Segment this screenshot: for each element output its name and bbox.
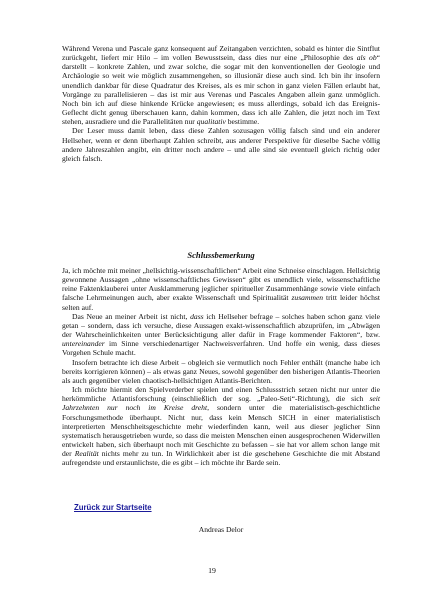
section-heading: Schlussbemerkung: [187, 250, 255, 260]
intro-text-block: [62, 44, 380, 163]
paragraph-spielverderber: Ich möchte hiermit den Spielverderber spielen und einen Schlussstrich setzen nicht nur unter die herkömmliche Atlantisforschung (einschließlich der sog. „Paleo-Seti“-Richtung), die sich seit Jahrzehnten nur noch im Kreise dreht, sondern unter die materialistisch-geschichtliche Forschungsmethode überhaupt. Nicht nur, dass kein Mensch SICH in einer materialistisch interpretierten Menschheitsgeschichte mehr wiederfinden kann, weil aus dieser jeglicher Sinn systematisch herausgetrieben wurde, so dass die meisten Menschen einen ausgesprochenen Widerwillen entwickelt haben, sich überhaupt noch mit Geschichte zu befassen – sie hat vor allem schon lange mit der Realität nichts mehr zu tun. In Wirklichkeit aber ist die geschehene Geschichte die mit Abstand aufregendste und erstaunlichste, die es gibt – ich möchte ihr Barde sein.: [62, 385, 380, 468]
author-signature: Andreas Delor: [198, 525, 244, 534]
conclusion-text-block: [62, 266, 380, 467]
page-number: 19: [208, 566, 216, 575]
paragraph-neue-arbeit: Das Neue an meiner Arbeit ist nicht, dass ich Hellseher befrage – solches haben schon ganz viele getan – sondern, dass ich versuche, diese Aussagen exakt-wissenschaftlich abzuprüfen, im „Abwägen der Wahrscheinlichkeiten unter Berücksichtigung aller dafür in Frage kommender Faktoren“, bzw. untereinander im Sinne verschiedenartiger Nachweisverfahren. Und hoffe ein wenig, dass dieses Vorgehen Schule macht.: [62, 311, 380, 358]
paragraph-leser: Der Leser muss damit leben, dass diese Zahlen sozusagen völlig falsch sind und ein anderer Hellseher, wenn er denn überhaupt Zahlen schreibt, aus anderer Perspektive für dieselbe Sache völlig andere Jahreszahlen angibt, ein dritter noch andere – und alle sind sie eventuell gleich richtig oder gleich falsch.: [62, 126, 380, 163]
paragraph-schneise: Ja, ich möchte mit meiner „hellsichtig-wissenschaftlichen“ Arbeit eine Schneise einschlagen. Hellsichtig gewonnene Aussagen „ohne wissenschaftliches Gewissen“ gibt es unendlich viele, wissenschaftliche reine Faktenklauberei unter Ausklammerung jeglicher spiritueller Zusammenhänge sowie viele einfach falsche Lehrmeinungen auch, aber exakte Wissenschaft und Spiritualität zusammen tritt leider höchst selten auf.: [62, 266, 380, 312]
back-to-start-link[interactable]: Zurück zur Startseite: [74, 503, 152, 512]
paragraph-zeitangaben: Während Verena und Pascale ganz konsequent auf Zeitangaben verzichten, sobald es hinter die Sintflut zurückgeht, liefert mir Hilo – im vollen Bewusstsein, dass dies nur eine „Philosophie des als ob“ darstellt – konkrete Zahlen, und zwar solche, die sogar mit den konventionellen der Geologie und Archäologie so weit wie möglich zusammengehen, so illusionär diese auch sind. Ich bin ihr insofern unendlich dankbar für diese Quadratur des Kreises, als es mir schon in ganz vielen Fällen erlaubt hat, Vorgänge zu parallelisieren – das ist mir aus Verenas und Pascales Angaben allein ganz unmöglich. Noch bin ich auf diese hinkende Krücke angewiesen; es muss allerdings, sobald ich das Ereignis-Geflecht dicht genug überschauen kann, dahin kommen, dass ich alle Zahlen, die jetzt noch im Text stehen, ausradiere und die Parallelitäten nur qualitativ bestimme.: [62, 44, 381, 127]
paragraph-insofern: Insofern betrachte ich diese Arbeit – obgleich sie vermutlich noch Fehler enthält (manche habe ich bereits korrigieren können) – als etwas ganz Neues, sowohl gegenüber den bisherigen Atlantis-Theorien als auch gegenüber vielen chaotisch-hellsichtigen Atlantis-Berichten.: [62, 357, 380, 385]
